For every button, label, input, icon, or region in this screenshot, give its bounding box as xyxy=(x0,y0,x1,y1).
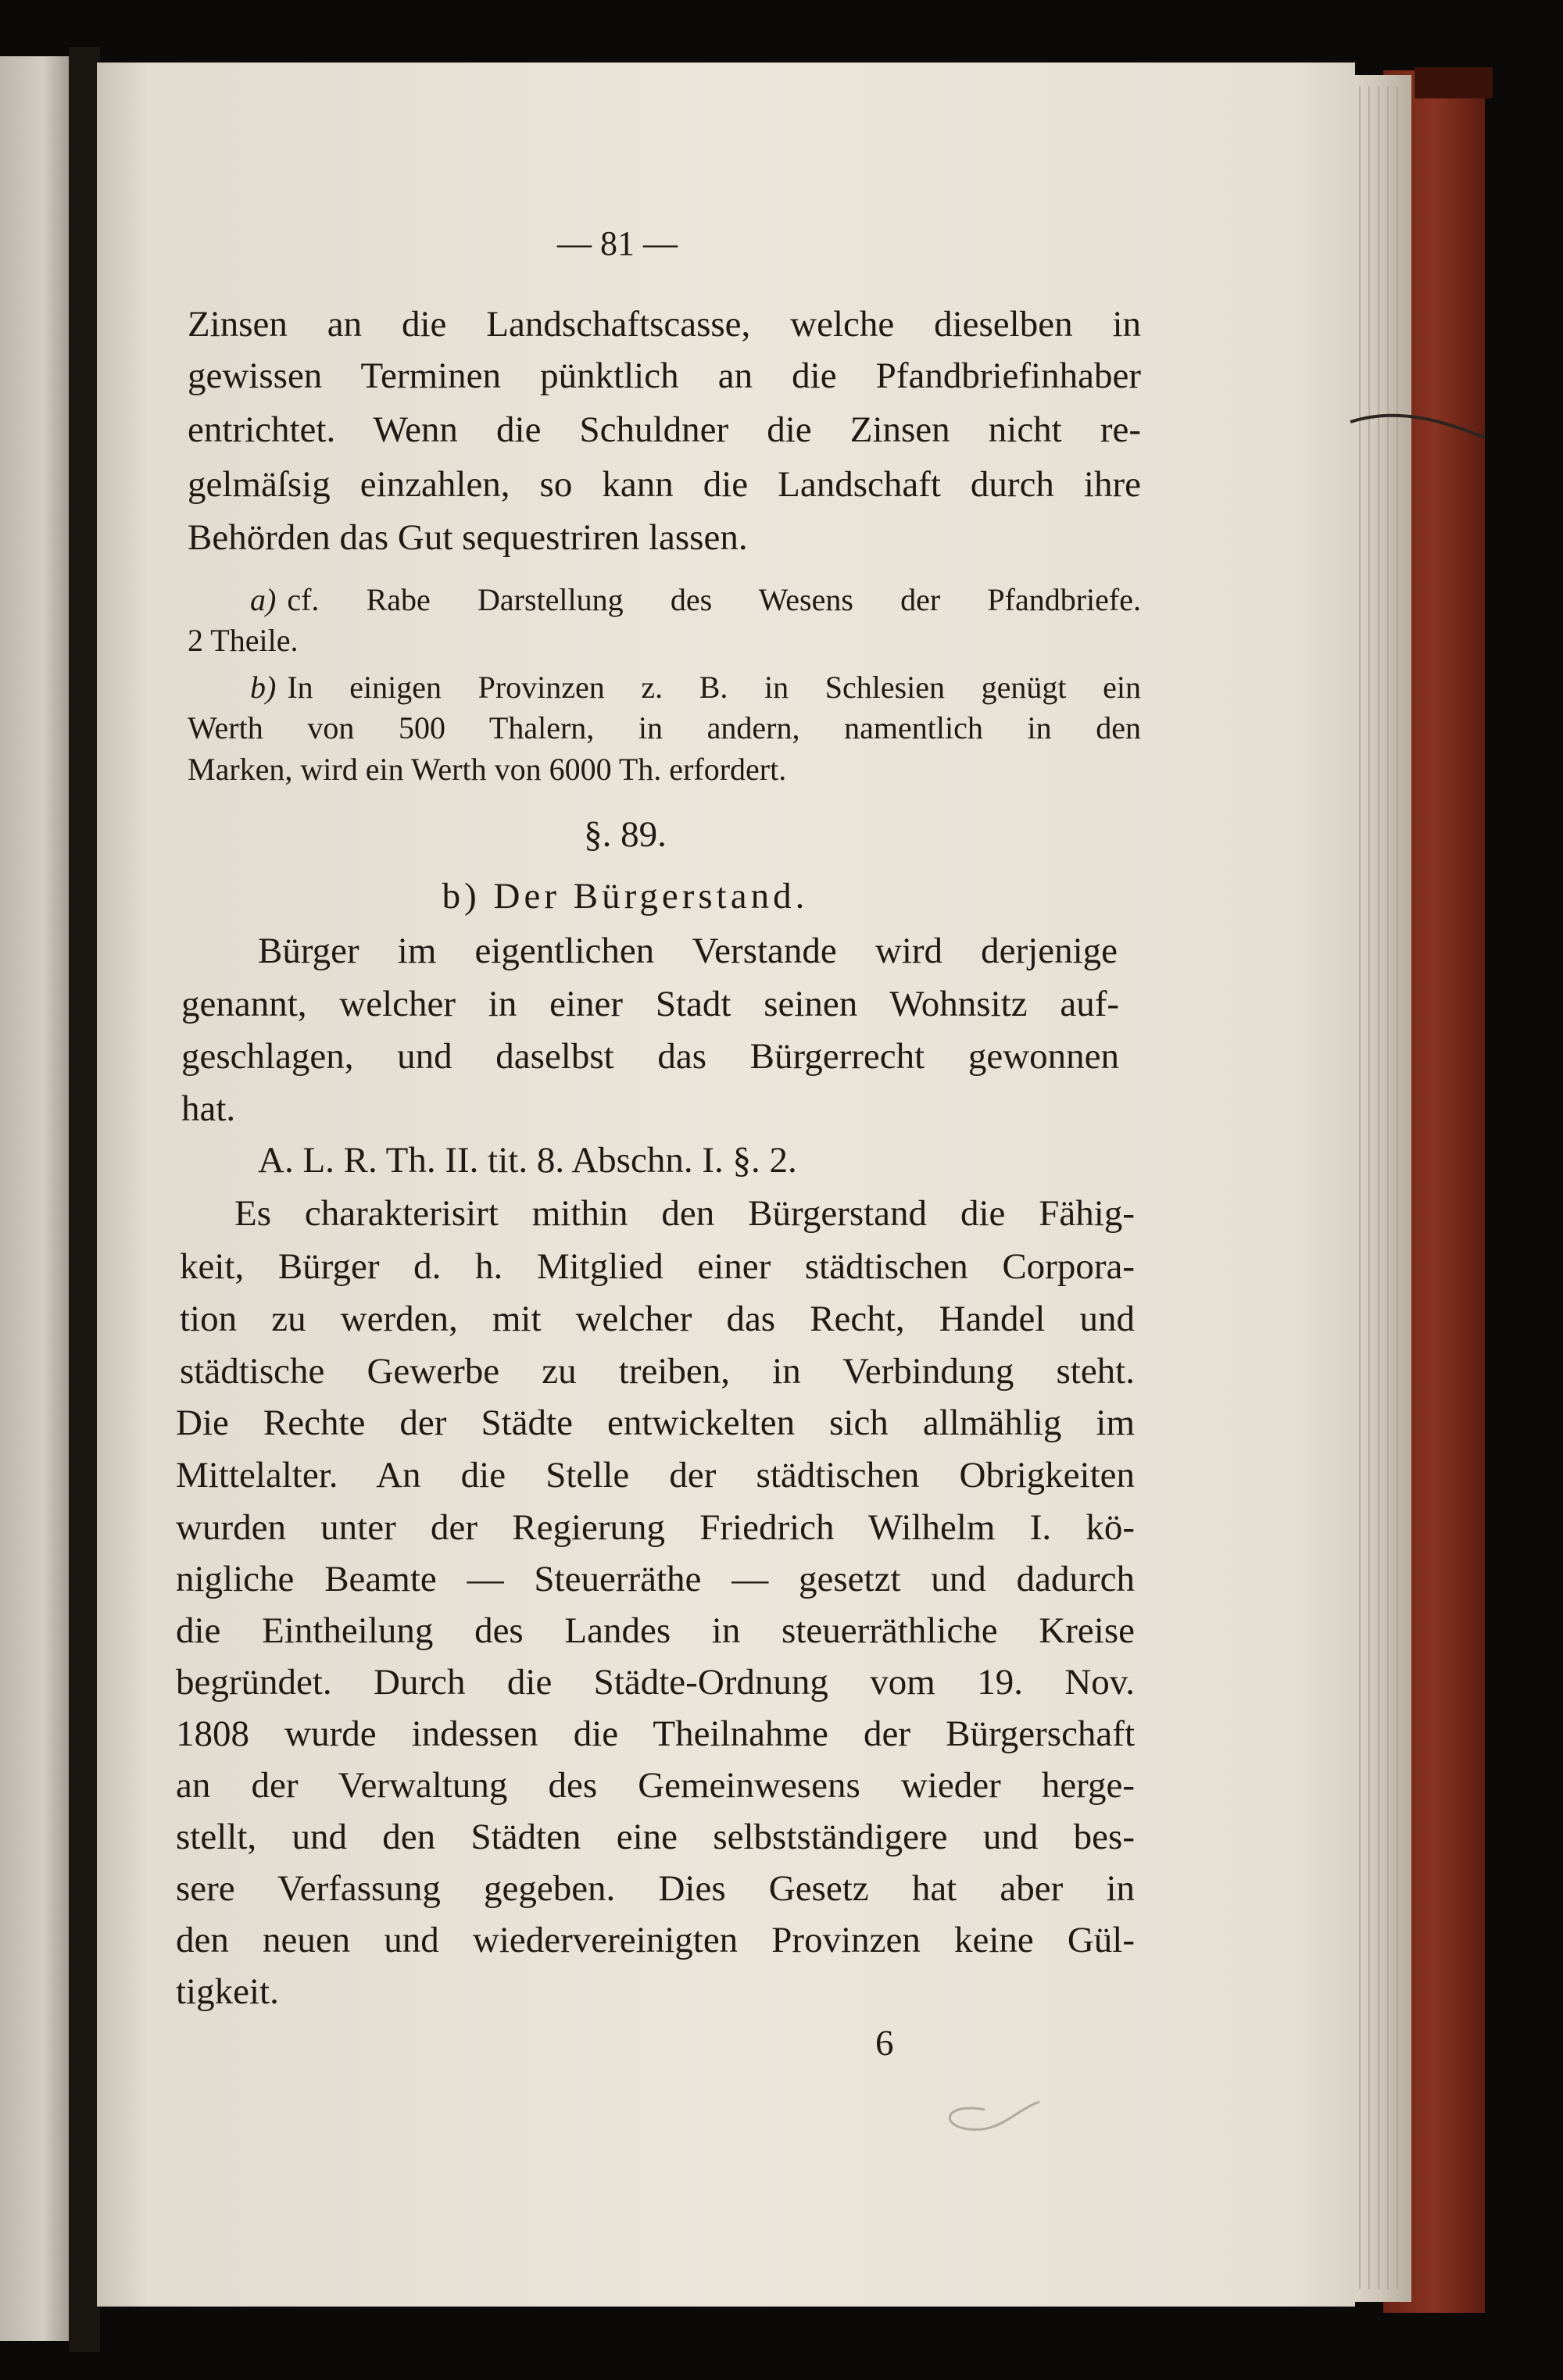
footnote-a-line-2: 2 Theile. xyxy=(188,623,299,658)
footnote-a-line-1 xyxy=(250,584,1141,616)
paragraph2-line-3: geschlagen, und daselbst das Bürgerrecht gewonnen xyxy=(181,1036,1119,1077)
paragraph1-line-2: gewissen Terminen pünktlich an die Pfandbriefinhaber xyxy=(188,356,1141,396)
footnote-b-marker: b) xyxy=(250,670,277,705)
paragraph2-line-4: hat. xyxy=(181,1088,236,1129)
paragraph3-line-5: Die Rechte der Städte entwickelten sich allmählig im xyxy=(176,1403,1135,1443)
paragraph3-line-13: stellt, und den Städten eine selbstständigere und bes- xyxy=(176,1817,1135,1857)
footnote-b-line-1 xyxy=(250,672,1141,703)
paragraph3-line-4: städtische Gewerbe zu treiben, in Verbindung steht. xyxy=(180,1351,1135,1392)
footnote-b-line-3: Marken, wird ein Werth von 6000 Th. erfordert. xyxy=(188,752,787,787)
paragraph3-line-1: Es charakterisirt mithin den Bürgerstand die Fähig- xyxy=(234,1193,1135,1234)
paragraph3-line-3: tion zu werden, mit welcher das Recht, Handel und xyxy=(180,1299,1135,1339)
paragraph3-line-15: den neuen und wiedervereinigten Provinzen keine Gül- xyxy=(176,1920,1135,1960)
footnote-a-marker: a) xyxy=(250,582,277,617)
paragraph3-line-2: keit, Bürger d. h. Mitglied einer städtischen Corpora- xyxy=(180,1246,1135,1287)
section-number: §. 89. xyxy=(584,814,667,855)
paragraph3-line-9: die Eintheilung des Landes in steuerräthliche Kreise xyxy=(176,1610,1135,1651)
page-number: — 81 — xyxy=(557,224,678,263)
paragraph3-line-16: tigkeit. xyxy=(176,1971,279,2012)
footnote-b-line-2: Werth von 500 Thalern, in andern, namentlich in den xyxy=(188,710,1141,745)
section-title: b) Der Bürgerstand. xyxy=(442,876,809,917)
paragraph3-line-14: sere Verfassung gegeben. Dies Gesetz hat aber in xyxy=(176,1868,1135,1909)
paragraph1-line-5: Behörden das Gut sequestriren lassen. xyxy=(188,517,748,558)
paragraph3-line-7: wurden unter der Regierung Friedrich Wilhelm I. kö- xyxy=(176,1507,1135,1548)
signature-mark: 6 xyxy=(875,2023,894,2064)
paragraph1-line-3: entrichtet. Wenn die Schuldner die Zinsen nicht re- xyxy=(188,409,1141,450)
paragraph1-line-4: gelmäſsig einzahlen, so kann die Landschaft durch ihre xyxy=(188,464,1141,505)
paragraph3-line-8: nigliche Beamte — Steuerräthe — gesetzt und dadurch xyxy=(176,1559,1135,1599)
footnote-b-text: In einigen Provinzen z. B. in Schlesien genügt ein xyxy=(287,670,1141,705)
paragraph3-line-11: 1808 wurde indessen die Theilnahme der Bürgerschaft xyxy=(176,1714,1135,1754)
paragraph3-line-10: begründet. Durch die Städte-Ordnung vom 19. Nov. xyxy=(176,1662,1135,1703)
paragraph3-line-12: an der Verwaltung des Gemeinwesens wieder herge- xyxy=(176,1765,1135,1806)
paragraph2-line-1: Bürger im eigentlichen Verstande wird derjenige xyxy=(258,931,1118,971)
paragraph3-line-6: Mittelalter. An die Stelle der städtischen Obrigkeiten xyxy=(176,1455,1135,1496)
paragraph1-line-1: Zinsen an die Landschaftscasse, welche dieselben in xyxy=(188,304,1141,345)
footnote-a-text: cf. Rabe Darstellung des Wesens der Pfandbriefe. xyxy=(287,582,1141,617)
paragraph2-line-2: genannt, welcher in einer Stadt seinen Wohnsitz auf- xyxy=(181,984,1119,1024)
legal-citation: A. L. R. Th. II. tit. 8. Abschn. I. §. 2. xyxy=(258,1140,797,1181)
